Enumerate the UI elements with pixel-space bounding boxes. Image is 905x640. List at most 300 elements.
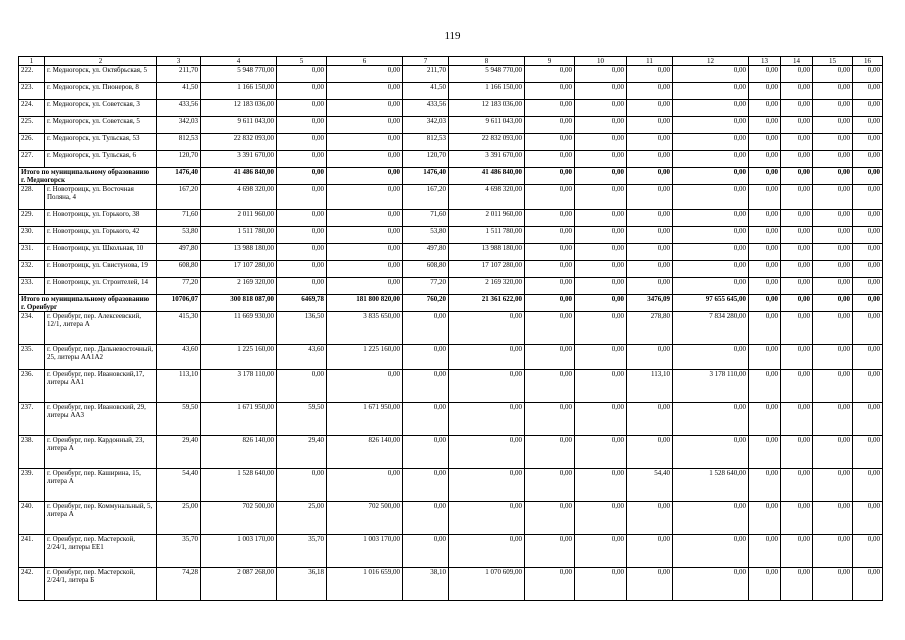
value-cell: 1 070 609,00 [449, 568, 525, 601]
value-cell: 0,00 [277, 261, 327, 278]
value-cell: 0,00 [627, 210, 673, 227]
address-cell: г. Оренбург, пер. Ивановский, 29, литеры АА3 [45, 403, 157, 436]
value-cell: 0,00 [813, 151, 853, 168]
row-number: 229. [19, 210, 45, 227]
value-cell: 0,00 [673, 227, 749, 244]
table-row [19, 117, 883, 134]
column-number: 15 [813, 57, 853, 66]
value-cell: 0,00 [525, 502, 575, 535]
address-cell: г. Медногорск, ул. Советская, 5 [45, 117, 157, 134]
value-cell: 53,80 [157, 227, 201, 244]
value-cell: 0,00 [673, 502, 749, 535]
value-cell: 0,00 [813, 117, 853, 134]
value-cell: 5 948 770,00 [449, 66, 525, 83]
value-cell: 0,00 [673, 117, 749, 134]
value-cell: 36,18 [277, 568, 327, 601]
value-cell: 0,00 [277, 134, 327, 151]
value-cell: 3 178 110,00 [673, 370, 749, 403]
value-cell: 29,40 [157, 436, 201, 469]
value-cell: 0,00 [781, 100, 813, 117]
value-cell: 43,60 [157, 345, 201, 370]
value-cell: 0,00 [673, 345, 749, 370]
value-cell: 13 988 180,00 [201, 244, 277, 261]
value-cell: 0,00 [277, 168, 327, 185]
value-cell: 0,00 [749, 568, 781, 601]
address-cell: г. Медногорск, ул. Советская, 3 [45, 100, 157, 117]
value-cell: 0,00 [575, 345, 627, 370]
value-cell: 22 832 093,00 [449, 134, 525, 151]
value-cell: 0,00 [781, 117, 813, 134]
value-cell: 0,00 [673, 83, 749, 100]
value-cell: 0,00 [749, 227, 781, 244]
value-cell: 0,00 [627, 100, 673, 117]
row-number: 228. [19, 185, 45, 210]
value-cell: 0,00 [673, 100, 749, 117]
value-cell: 4 698 320,00 [449, 185, 525, 210]
table-row [19, 100, 883, 117]
value-cell: 0,00 [853, 117, 883, 134]
value-cell: 0,00 [449, 535, 525, 568]
column-number: 13 [749, 57, 781, 66]
column-number: 4 [201, 57, 277, 66]
value-cell: 826 140,00 [201, 436, 277, 469]
value-cell: 0,00 [853, 244, 883, 261]
table-row [19, 185, 883, 210]
table-row [19, 312, 883, 345]
value-cell: 0,00 [749, 100, 781, 117]
value-cell: 0,00 [781, 370, 813, 403]
value-cell: 0,00 [673, 568, 749, 601]
value-cell: 0,00 [813, 403, 853, 436]
value-cell: 0,00 [525, 278, 575, 295]
value-cell: 0,00 [403, 312, 449, 345]
table-row [19, 227, 883, 244]
value-cell: 0,00 [525, 100, 575, 117]
value-cell: 1476,40 [157, 168, 201, 185]
value-cell: 41,50 [157, 83, 201, 100]
value-cell: 167,20 [157, 185, 201, 210]
value-cell: 0,00 [627, 151, 673, 168]
value-cell: 0,00 [449, 345, 525, 370]
value-cell: 38,10 [403, 568, 449, 601]
row-number: 230. [19, 227, 45, 244]
row-number: 240. [19, 502, 45, 535]
value-cell: 0,00 [781, 151, 813, 168]
subtotal-label: Итого по муниципальному образованию г. Оренбург [19, 295, 157, 312]
value-cell: 0,00 [813, 66, 853, 83]
value-cell: 0,00 [627, 261, 673, 278]
value-cell: 0,00 [277, 66, 327, 83]
value-cell: 0,00 [525, 185, 575, 210]
value-cell: 1 511 780,00 [201, 227, 277, 244]
value-cell: 415,30 [157, 312, 201, 345]
address-cell: г. Оренбург, пер. Алексеевский, 12/1, литера А [45, 312, 157, 345]
value-cell: 0,00 [673, 535, 749, 568]
value-cell: 2 169 320,00 [201, 278, 277, 295]
value-cell: 608,80 [157, 261, 201, 278]
value-cell: 53,80 [403, 227, 449, 244]
value-cell: 0,00 [813, 568, 853, 601]
value-cell: 0,00 [525, 134, 575, 151]
value-cell: 0,00 [781, 168, 813, 185]
value-cell: 0,00 [327, 185, 403, 210]
value-cell: 0,00 [525, 312, 575, 345]
address-cell: г. Медногорск, ул. Тульская, 6 [45, 151, 157, 168]
value-cell: 0,00 [749, 261, 781, 278]
value-cell: 1 003 170,00 [327, 535, 403, 568]
address-cell: г. Оренбург, пер. Коммунальный, 5, литера А [45, 502, 157, 535]
value-cell: 3 391 670,00 [201, 151, 277, 168]
value-cell: 3 391 670,00 [449, 151, 525, 168]
value-cell: 0,00 [449, 370, 525, 403]
column-number: 1 [19, 57, 45, 66]
value-cell: 136,50 [277, 312, 327, 345]
value-cell: 0,00 [525, 295, 575, 312]
value-cell: 0,00 [449, 436, 525, 469]
value-cell: 0,00 [749, 535, 781, 568]
value-cell: 0,00 [627, 185, 673, 210]
column-number: 2 [45, 57, 157, 66]
value-cell: 0,00 [449, 403, 525, 436]
value-cell: 0,00 [853, 345, 883, 370]
value-cell: 0,00 [749, 151, 781, 168]
value-cell: 0,00 [781, 469, 813, 502]
value-cell: 0,00 [853, 66, 883, 83]
value-cell: 0,00 [327, 66, 403, 83]
value-cell: 0,00 [627, 403, 673, 436]
value-cell: 54,40 [157, 469, 201, 502]
value-cell: 6469,78 [277, 295, 327, 312]
value-cell: 29,40 [277, 436, 327, 469]
column-number: 9 [525, 57, 575, 66]
value-cell: 0,00 [449, 502, 525, 535]
row-number: 239. [19, 469, 45, 502]
value-cell: 0,00 [403, 502, 449, 535]
value-cell: 0,00 [575, 168, 627, 185]
value-cell: 9 611 043,00 [201, 117, 277, 134]
value-cell: 0,00 [749, 278, 781, 295]
table-row [19, 261, 883, 278]
value-cell: 0,00 [525, 168, 575, 185]
value-cell: 0,00 [575, 134, 627, 151]
value-cell: 0,00 [277, 278, 327, 295]
column-number: 3 [157, 57, 201, 66]
value-cell: 0,00 [813, 345, 853, 370]
value-cell: 0,00 [525, 436, 575, 469]
value-cell: 300 818 087,00 [201, 295, 277, 312]
address-cell: г. Новотроицк, ул. Школьная, 10 [45, 244, 157, 261]
value-cell: 0,00 [627, 345, 673, 370]
address-cell: г. Медногорск, ул. Октябрьская, 5 [45, 66, 157, 83]
value-cell: 497,80 [157, 244, 201, 261]
value-cell: 0,00 [327, 227, 403, 244]
value-cell: 608,80 [403, 261, 449, 278]
address-cell: г. Оренбург, пер. Ивановский,17, литеры АА1 [45, 370, 157, 403]
value-cell: 0,00 [749, 83, 781, 100]
value-cell: 211,70 [157, 66, 201, 83]
value-cell: 702 500,00 [201, 502, 277, 535]
value-cell: 0,00 [327, 261, 403, 278]
value-cell: 1 671 950,00 [201, 403, 277, 436]
value-cell: 0,00 [813, 370, 853, 403]
value-cell: 0,00 [627, 66, 673, 83]
row-number: 233. [19, 278, 45, 295]
value-cell: 826 140,00 [327, 436, 403, 469]
row-number: 223. [19, 83, 45, 100]
value-cell: 0,00 [575, 295, 627, 312]
value-cell: 0,00 [853, 100, 883, 117]
value-cell: 77,20 [403, 278, 449, 295]
address-cell: г. Новотроицк, ул. Восточная Поляна, 4 [45, 185, 157, 210]
value-cell: 0,00 [853, 502, 883, 535]
value-cell: 17 107 280,00 [201, 261, 277, 278]
value-cell: 0,00 [781, 502, 813, 535]
value-cell: 812,53 [157, 134, 201, 151]
value-cell: 3 178 110,00 [201, 370, 277, 403]
value-cell: 59,50 [157, 403, 201, 436]
column-number: 7 [403, 57, 449, 66]
value-cell: 0,00 [627, 134, 673, 151]
address-cell: г. Оренбург, пер. Дальневосточный, 25, литеры АА1А2 [45, 345, 157, 370]
value-cell: 0,00 [813, 502, 853, 535]
row-number: 224. [19, 100, 45, 117]
table-body [19, 57, 883, 601]
value-cell: 0,00 [673, 403, 749, 436]
value-cell: 0,00 [749, 469, 781, 502]
value-cell: 0,00 [575, 436, 627, 469]
value-cell: 0,00 [525, 244, 575, 261]
value-cell: 0,00 [277, 244, 327, 261]
value-cell: 0,00 [575, 151, 627, 168]
value-cell: 0,00 [673, 168, 749, 185]
value-cell: 0,00 [853, 312, 883, 345]
row-number: 237. [19, 403, 45, 436]
value-cell: 0,00 [525, 568, 575, 601]
table-row [19, 66, 883, 83]
value-cell: 0,00 [327, 134, 403, 151]
subtotal-row [19, 168, 883, 185]
value-cell: 41 486 840,00 [201, 168, 277, 185]
row-number: 231. [19, 244, 45, 261]
value-cell: 0,00 [277, 370, 327, 403]
value-cell: 0,00 [673, 210, 749, 227]
value-cell: 0,00 [781, 535, 813, 568]
value-cell: 0,00 [327, 168, 403, 185]
value-cell: 0,00 [525, 210, 575, 227]
value-cell: 77,20 [157, 278, 201, 295]
value-cell: 97 655 645,00 [673, 295, 749, 312]
value-cell: 0,00 [277, 210, 327, 227]
value-cell: 0,00 [781, 134, 813, 151]
value-cell: 0,00 [525, 151, 575, 168]
value-cell: 0,00 [327, 469, 403, 502]
value-cell: 1 671 950,00 [327, 403, 403, 436]
value-cell: 1 166 150,00 [449, 83, 525, 100]
subtotal-row [19, 295, 883, 312]
value-cell: 0,00 [813, 210, 853, 227]
table-row [19, 436, 883, 469]
value-cell: 0,00 [749, 370, 781, 403]
value-cell: 0,00 [627, 83, 673, 100]
value-cell: 0,00 [749, 295, 781, 312]
value-cell: 0,00 [575, 502, 627, 535]
value-cell: 0,00 [327, 151, 403, 168]
address-cell: г. Оренбург, пер. Кардонный, 23, литера А [45, 436, 157, 469]
value-cell: 0,00 [781, 278, 813, 295]
address-cell: г. Новотроицк, ул. Горького, 38 [45, 210, 157, 227]
table-row [19, 345, 883, 370]
value-cell: 0,00 [749, 345, 781, 370]
value-cell: 0,00 [749, 312, 781, 345]
subtotal-label: Итого по муниципальному образованию г. Медногорск [19, 168, 157, 185]
column-number: 8 [449, 57, 525, 66]
row-number: 225. [19, 117, 45, 134]
value-cell: 113,10 [157, 370, 201, 403]
value-cell: 0,00 [627, 502, 673, 535]
value-cell: 0,00 [781, 66, 813, 83]
value-cell: 0,00 [749, 117, 781, 134]
value-cell: 0,00 [449, 469, 525, 502]
value-cell: 0,00 [403, 436, 449, 469]
value-cell: 0,00 [575, 403, 627, 436]
value-cell: 0,00 [813, 278, 853, 295]
value-cell: 0,00 [853, 403, 883, 436]
value-cell: 0,00 [627, 568, 673, 601]
value-cell: 181 800 820,00 [327, 295, 403, 312]
value-cell: 0,00 [781, 83, 813, 100]
value-cell: 0,00 [525, 469, 575, 502]
value-cell: 0,00 [449, 312, 525, 345]
value-cell: 0,00 [813, 469, 853, 502]
value-cell: 433,56 [403, 100, 449, 117]
row-number: 232. [19, 261, 45, 278]
value-cell: 0,00 [327, 100, 403, 117]
value-cell: 0,00 [853, 469, 883, 502]
value-cell: 0,00 [327, 370, 403, 403]
value-cell: 4 698 320,00 [201, 185, 277, 210]
value-cell: 0,00 [327, 278, 403, 295]
value-cell: 0,00 [813, 244, 853, 261]
value-cell: 1 003 170,00 [201, 535, 277, 568]
value-cell: 41 486 840,00 [449, 168, 525, 185]
address-cell: г. Медногорск, ул. Тульская, 53 [45, 134, 157, 151]
value-cell: 0,00 [749, 134, 781, 151]
value-cell: 0,00 [575, 227, 627, 244]
value-cell: 59,50 [277, 403, 327, 436]
value-cell: 0,00 [327, 244, 403, 261]
value-cell: 0,00 [813, 295, 853, 312]
value-cell: 0,00 [781, 312, 813, 345]
value-cell: 0,00 [813, 535, 853, 568]
value-cell: 0,00 [525, 227, 575, 244]
value-cell: 0,00 [781, 568, 813, 601]
value-cell: 0,00 [525, 66, 575, 83]
column-number: 16 [853, 57, 883, 66]
value-cell: 0,00 [525, 117, 575, 134]
row-number: 234. [19, 312, 45, 345]
value-cell: 0,00 [853, 278, 883, 295]
value-cell: 0,00 [403, 535, 449, 568]
value-cell: 0,00 [575, 568, 627, 601]
row-number: 241. [19, 535, 45, 568]
row-number: 235. [19, 345, 45, 370]
value-cell: 2 011 960,00 [449, 210, 525, 227]
value-cell: 13 988 180,00 [449, 244, 525, 261]
value-cell: 0,00 [781, 436, 813, 469]
value-cell: 702 500,00 [327, 502, 403, 535]
value-cell: 25,00 [157, 502, 201, 535]
value-cell: 0,00 [749, 403, 781, 436]
value-cell: 0,00 [673, 134, 749, 151]
value-cell: 0,00 [673, 278, 749, 295]
value-cell: 43,60 [277, 345, 327, 370]
value-cell: 278,80 [627, 312, 673, 345]
value-cell: 35,70 [157, 535, 201, 568]
value-cell: 0,00 [575, 244, 627, 261]
value-cell: 1 166 150,00 [201, 83, 277, 100]
value-cell: 497,80 [403, 244, 449, 261]
table-row [19, 568, 883, 601]
value-cell: 0,00 [403, 469, 449, 502]
value-cell: 22 832 093,00 [201, 134, 277, 151]
value-cell: 0,00 [853, 83, 883, 100]
table-row [19, 134, 883, 151]
value-cell: 0,00 [575, 261, 627, 278]
value-cell: 0,00 [277, 117, 327, 134]
value-cell: 35,70 [277, 535, 327, 568]
value-cell: 0,00 [327, 83, 403, 100]
value-cell: 0,00 [673, 261, 749, 278]
table-row [19, 370, 883, 403]
value-cell: 1 225 160,00 [327, 345, 403, 370]
value-cell: 0,00 [627, 535, 673, 568]
value-cell: 0,00 [781, 244, 813, 261]
table-row [19, 210, 883, 227]
row-number: 236. [19, 370, 45, 403]
address-cell: г. Новотроицк, ул. Свистунова, 19 [45, 261, 157, 278]
value-cell: 0,00 [853, 261, 883, 278]
value-cell: 0,00 [277, 469, 327, 502]
table-row [19, 502, 883, 535]
row-number: 242. [19, 568, 45, 601]
table-row [19, 83, 883, 100]
value-cell: 0,00 [627, 244, 673, 261]
value-cell: 0,00 [781, 210, 813, 227]
value-cell: 0,00 [277, 185, 327, 210]
column-number: 10 [575, 57, 627, 66]
value-cell: 0,00 [749, 168, 781, 185]
value-cell: 0,00 [327, 117, 403, 134]
value-cell: 1 225 160,00 [201, 345, 277, 370]
value-cell: 0,00 [525, 83, 575, 100]
value-cell: 0,00 [813, 227, 853, 244]
value-cell: 5 948 770,00 [201, 66, 277, 83]
column-number: 12 [673, 57, 749, 66]
value-cell: 0,00 [627, 168, 673, 185]
value-cell: 17 107 280,00 [449, 261, 525, 278]
value-cell: 0,00 [781, 227, 813, 244]
value-cell: 0,00 [403, 370, 449, 403]
value-cell: 0,00 [525, 345, 575, 370]
value-cell: 0,00 [749, 502, 781, 535]
value-cell: 1476,40 [403, 168, 449, 185]
row-number: 226. [19, 134, 45, 151]
value-cell: 0,00 [853, 134, 883, 151]
value-cell: 0,00 [673, 66, 749, 83]
page-number: 119 [444, 30, 461, 42]
value-cell: 0,00 [853, 436, 883, 469]
value-cell: 1 528 640,00 [201, 469, 277, 502]
